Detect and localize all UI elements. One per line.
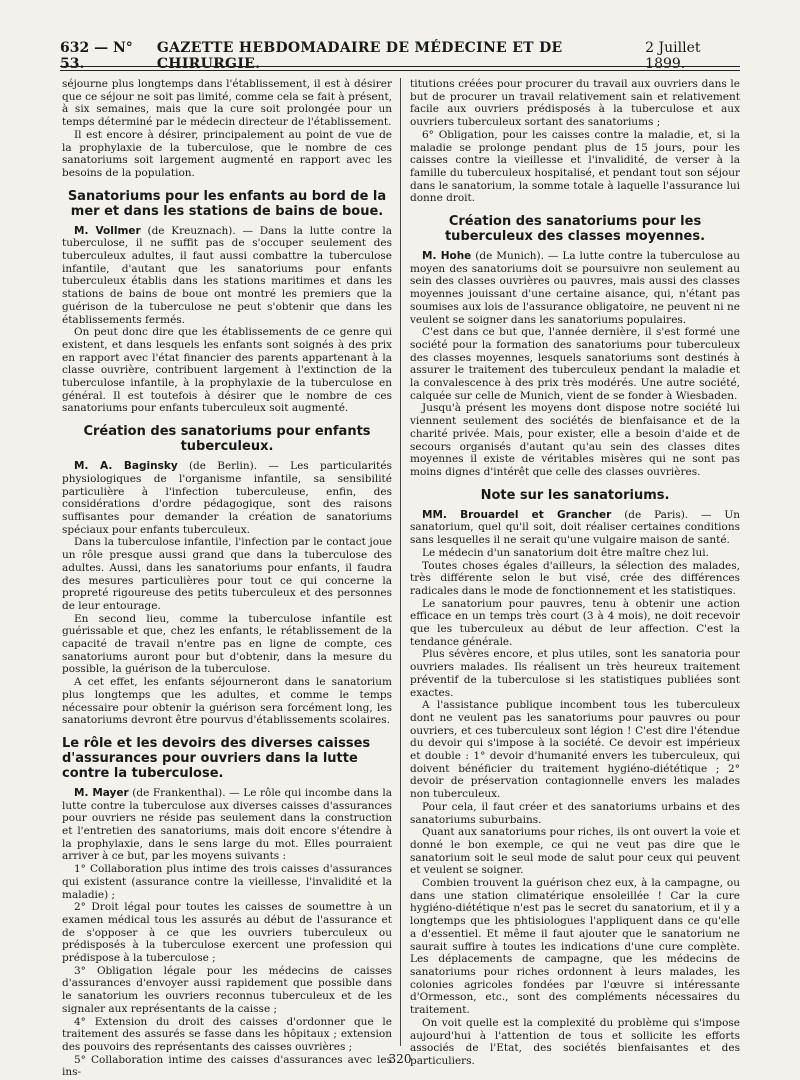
- page-issue-number: 632 — N° 53.: [60, 40, 133, 72]
- section-heading-children-sanatoriums: Création des sanatoriums pour enfants tuberculeux.: [83, 424, 371, 455]
- paragraph: Quant aux sanatoriums pour riches, ils ont ouvert la voie et donné le bon exemple, ce qui ne veut pas dire que le sanatorium soit le seul mode de salut pour ceux qui peuvent et veulent se soigner.: [410, 826, 740, 877]
- paragraph: Dans la tuberculose infantile, l'infection par le contact joue un rôle presque aussi grand que dans la tuberculose des adultes. Aussi, dans les sanatoriums pour enfants, il faudra des mesures particulières pour tout ce qui concerne la propreté rigoureuse des petits tuberculeux et des personnes de leur entourage.: [62, 536, 392, 612]
- author-name: MM. Brouardel et Grancher: [422, 508, 612, 521]
- list-item: 5° Collaboration intime des caisses d'assurances avec les ins-: [62, 1053, 392, 1079]
- paragraph: Le médecin d'un sanatorium doit être maître chez lui.: [422, 546, 709, 559]
- section-heading-note-sanatoriums: Note sur les sanatoriums.: [480, 487, 670, 503]
- author-name: M. A. Baginsky: [74, 460, 178, 473]
- paragraph: A l'assistance publique incombent tous les tuberculeux dont ne veulent pas les sanatoriums pour pauvres ou pour ouvriers, et ces tuberculeux sont légion ! C'est dire l'étendue du devoir qui s'impose à la société. Ce devoir est impérieux et double : 1° devoir d'humanité envers les tuberculeux, qui doivent bénéficier du traitement hygiéno-diététique ; 2° devoir de préservation contagionnelle envers les malades non tuberculeux.: [410, 699, 740, 801]
- paragraph-text: (de Frankenthal). — Le rôle qui incombe dans la lutte contre la tuberculose aux diverses caisses d'assurances pour ouvriers ne réside pas seulement dans la construction et l'entretien des sanatoriums, mais doit encore s'étendre à la prophylaxie, dans le sens large du mot. Elles pourraient arriver à ce but, par les moyens suivants :: [62, 786, 392, 863]
- paragraph: Il est encore à désirer, principalement au point de vue de la prophylaxie de la tuberculose, que le nombre de ces sanatoriums soit largement augmenté en rapport avec les besoins de la population.: [62, 128, 392, 179]
- list-item: 1° Collaboration plus intime des trois caisses d'assurances qui existent (assurance contre la vieillesse, l'invalidité et la maladie) ;: [62, 863, 392, 901]
- paragraph: titutions créées pour procurer du travail aux ouvriers dans le but de procurer un travail relativement sain et relativement facile aux ouvriers prédisposés à la tuberculose et aux ouvriers tuberculeux sortant des sanatoriums ;: [410, 78, 740, 129]
- paragraph: On peut donc dire que les établissements de ce genre qui existent, et dans lesquels les enfants sont soignés à des prix en rapport avec l'état financier des parents appartenant à la classe ouvrière, contribuent largement à l'extinction de la tuberculose infantile, à la prophylaxie de la tuberculose en général. Il est toutefois à désirer que le nombre de ces sanatoriums pour enfants tuberculeux soit augmenté.: [62, 326, 392, 415]
- journal-title: GAZETTE HEBDOMADAIRE DE MÉDECINE ET DE CHIRURGIE.: [156, 40, 563, 72]
- paragraph-text: (de Paris). — Un sanatorium, quel qu'il soit, doit réaliser certaines conditions sans lesquelles il ne serait qu'une vulgaire maison de santé.: [410, 508, 740, 547]
- paragraph-text: (de Berlin). — Les particularités physiologiques de l'organisme infantile, sa sensibilité particulière à l'infection tuberculeuse, enfin, des considérations d'ordre pédagogique, sont des raisons suffisantes pour demander la création de sanatoriums spéciaux pour enfants tuberculeux.: [62, 460, 392, 536]
- paragraph: En second lieu, comme la tuberculose infantile est guérissable et que, chez les enfants, le rétablissement de la capacité de travail n'entre pas en ligne de compte, ces sanatoriums auront pour but d'obtenir, dans la mesure du possible, la guérison de la tuberculose.: [62, 612, 392, 676]
- paragraph: Pour cela, il faut créer et des sanatoriums urbains et des sanatoriums suburbains.: [410, 800, 740, 826]
- list-item: 6° Obligation, pour les caisses contre la maladie, et, si la maladie se prolonge pendant plus de 15 jours, pour les caisses contre la vieillesse et l'invalidité, de verser à la famille du tuberculeux hospitalisé, et pendant tout son séjour dans le sanatorium, la somme totale à laquelle l'assurance lui donne droit.: [410, 128, 740, 205]
- paragraph: On voit quelle est la complexité du problème qui s'impose aujourd'hui à l'attention de tous et sollicite les efforts associés de l'Etat, des sociétés bienfaisantes et des particuliers.: [410, 1016, 740, 1067]
- paragraph: A cet effet, les enfants séjourneront dans le sanatorium plus longtemps que les adultes, et comme le temps nécessaire pour obtenir la guérison sera forcément long, les sanatoriums devront être pourvus d'établissements scolaires.: [62, 676, 392, 727]
- header-rule-bottom: [60, 70, 740, 71]
- left-column: [62, 78, 392, 1079]
- issue-date: 2 Juillet 1899.: [645, 40, 701, 72]
- paragraph: [410, 509, 740, 547]
- paragraph-text: (de Munich). — La lutte contre la tuberculose au moyen des sanatoriums doit se poursuivre non seulement au sein des classes ouvrières ou pauvres, mais aussi des classes moyennes jouissant d'une certaine aisance, qui, n'étant pas soumises aux lois de l'assurance obligatoire, ne peuvent ni ne veulent se soigner dans les sanatoriums populaires.: [410, 250, 740, 326]
- section-heading-middle-classes: Création des sanatoriums pour les tuberculeux des classes moyennes.: [444, 214, 706, 245]
- list-item: 4° Extension du droit des caisses d'ordonner que le traitement des assurés se fasse dans les hôpitaux ; extension des pouvoirs des représentants des caisses ouvrières ;: [62, 1015, 392, 1053]
- paragraph-text: (de Kreuznach). — Dans la lutte contre la tuberculose, il ne suffit pas de s'occuper seulement des tuberculeux adultes, il faut aussi combattre la tuberculose infantile, d'autant que les sanatoriums pour enfants tuberculeux établis dans les stations maritimes et dans les stations de bains de boue ont montré les premiers que la guérison de la tuberculose ne peut s'obtenir que dans les établissements fermés.: [62, 224, 392, 326]
- list-item: 2° Droit légal pour toutes les caisses de soumettre à un examen médical tous les assurés au début de l'assurance et de s'opposer à ce que les ouvriers tuberculeux ou prédisposés à la tuberculose exercent une profession qui prédispose à la tuberculose ;: [62, 901, 392, 965]
- paragraph: [410, 250, 740, 326]
- section-heading-children-seaside: Sanatoriums pour les enfants au bord de la mer et dans les stations de bains de boue.: [67, 188, 387, 219]
- paragraph: [62, 787, 392, 863]
- author-name: M. Vollmer: [74, 224, 141, 237]
- paragraph: [62, 225, 392, 327]
- paragraph: C'est dans ce but que, l'année dernière, il s'est formé une société pour la formation des sanatoriums pour tuberculeux des classes moyennes, lesquels sanatoriums sont destinés à assurer le traitement des tuberculeux pendant la maladie et la convalescence à des prix très modérés. Une autre société, calquée sur celle de Munich, vient de se fonder à Wiesbaden.: [410, 326, 740, 402]
- paragraph: Plus sévères encore, et plus utiles, sont les sanatoria pour ouvriers malades. Ils réalisent un très heureux traitement préventif de la tuberculose si les statistiques publiées sont exactes.: [410, 648, 740, 699]
- paragraph: Le sanatorium pour pauvres, tenu à obtenir une action efficace en un temps très court (3 à 4 mois), ne doit recevoir que les tuberculeux au début de leur affection. C'est la tendance générale.: [410, 597, 740, 648]
- header-rule-top: [60, 66, 740, 67]
- list-item: 3° Obligation légale pour les médecins de caisses d'assurances d'envoyer aussi rapidement que possible dans le sanatorium les ouvriers reconnus tuberculeux et de les signaler aux représentants de la caisse ;: [62, 964, 392, 1015]
- page-number: 320: [388, 1052, 412, 1066]
- paragraph: Toutes choses égales d'ailleurs, la sélection des malades, très différente selon le but visé, crée des différences radicales dans le mode de fonctionnement et les statistiques.: [410, 559, 740, 597]
- right-column: [410, 78, 740, 1067]
- author-name: M. Mayer: [74, 786, 129, 799]
- section-heading-insurance-role: Le rôle et les devoirs des diverses caisses d'assurances pour ouvriers dans la lutte contre la tuberculose.: [62, 735, 371, 781]
- paragraph: [62, 460, 392, 536]
- paragraph: séjourne plus longtemps dans l'établissement, il est à désirer que ce séjour ne soit pas limité, comme cela se fait à présent, à six semaines, mais que la cure soit prolongée pour un temps déterminé par le médecin directeur de l'établissement.: [62, 78, 392, 129]
- author-name: M. Hohe: [422, 250, 472, 263]
- paragraph: Jusqu'à présent les moyens dont dispose notre société lui viennent seulement des sociétés de bienfaisance et de la charité privée. Mais, pour exister, elle a besoin d'aide et de secours organisés d'autant qu'au sein des classes dites moyennes il existe de véritables misères qui ne sont pas moins dignes d'intérêt que celle des classes ouvrières.: [410, 402, 740, 478]
- running-header: [60, 40, 740, 72]
- paragraph: Combien trouvent la guérison chez eux, à la campagne, ou dans une station climatérique ensoleillée ! Car la cure hygiéno-diététique n'est pas le secret du sanatorium, et il y a longtemps que les phtisiologues l'appliquent dans ce qu'elle a d'essentiel. Et même il faut ajouter que le sanatorium ne saurait suffire à toutes les indications d'une cure complète. Les déplacements de campagne, que les médecins de sanatoriums pour riches ordonnent à leurs malades, les colonies agricoles fondées par l'œuvre si intéressante d'Ormesson, etc., sont des compléments nécessaires du traitement.: [410, 877, 740, 1017]
